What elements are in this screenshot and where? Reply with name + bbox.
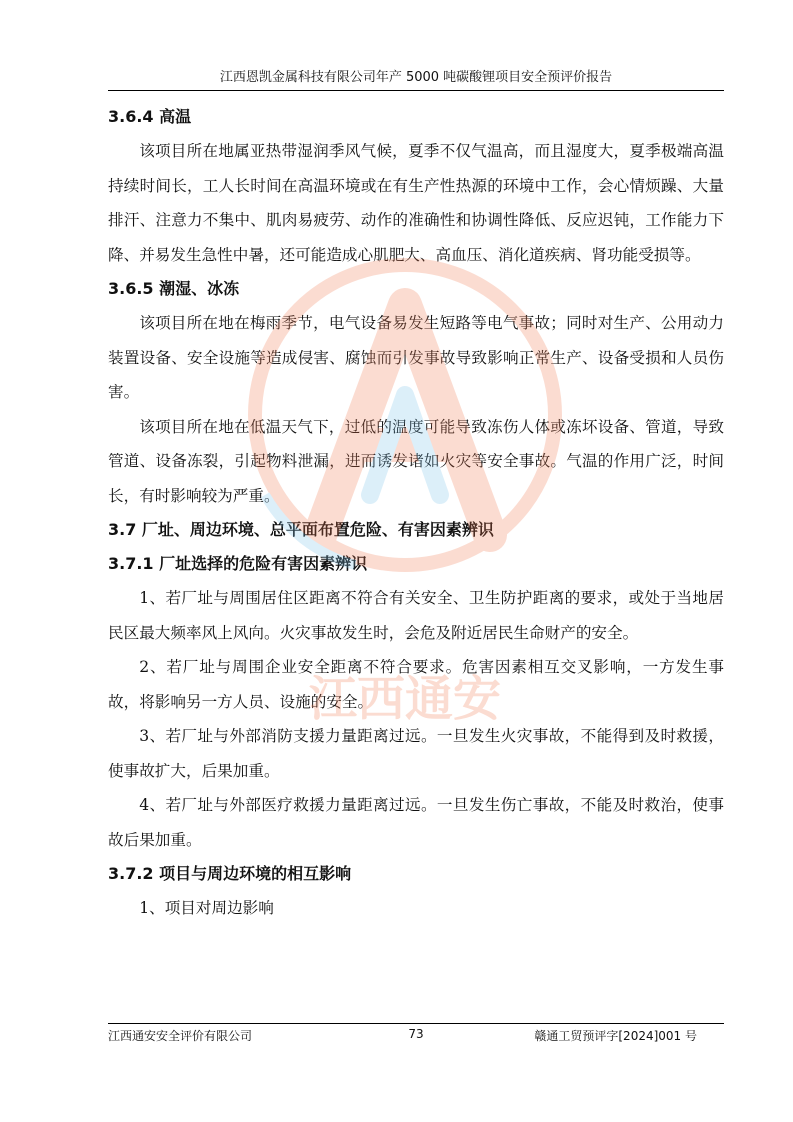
paragraph: 3、若厂址与外部消防支援力量距离过远。一旦发生火灾事故，不能得到及时救援，使事故扩大，后果加重。 <box>108 727 724 780</box>
document-body <box>108 100 724 926</box>
page-header: 江西恩凯金属科技有限公司年产 5000 吨碳酸锂项目安全预评价报告 <box>219 70 613 85</box>
page-number: 73 <box>408 1027 424 1041</box>
paragraph: 1、项目对周边影响 <box>139 899 274 917</box>
section-heading-3-7: 3.7 厂址、周边环境、总平面布置危险、有害因素辨识 <box>108 520 494 539</box>
section-heading-3-6-4: 3.6.4 高温 <box>108 107 192 126</box>
section-heading-3-7-2: 3.7.2 项目与周边环境的相互影响 <box>108 864 352 883</box>
seal-center-text: 江西通安 <box>308 671 502 727</box>
paragraph: 1、若厂址与周围居住区距离不符合有关安全、卫生防护距离的要求，或处于当地居民区最大频率风上风向。火灾事故发生时，会危及附近居民生命财产的安全。 <box>108 589 724 642</box>
section-heading-3-6-5: 3.6.5 潮湿、冰冻 <box>108 279 240 298</box>
section-heading-3-7-1: 3.7.1 厂址选择的危险有害因素辨识 <box>108 554 368 573</box>
paragraph: 该项目所在地属亚热带湿润季风气候，夏季不仅气温高，而且湿度大，夏季极端高温持续时间长，工人长时间在高温环境或在有生产性热源的环境中工作，会心情烦躁、大量排汗、注意力不集中、肌肉易疲劳、动作的准确性和协调性降低、反应迟钝，工作能力下降、并易发生急性中暑，还可能造成心肌肥大、高血压、消化道疾病、肾功能受损等。 <box>108 142 724 264</box>
header-rule <box>108 90 724 91</box>
paragraph: 2、若厂址与周围企业安全距离不符合要求。危害因素相互交叉影响，一方发生事故，将影响另一方人员、设施的安全。 <box>108 658 724 711</box>
document-number: 赣通工贸预评字[2024]001 号 <box>534 1029 697 1043</box>
footer-company: 江西通安安全评价有限公司 <box>108 1029 253 1043</box>
paragraph: 该项目所在地在梅雨季节，电气设备易发生短路等电气事故；同时对生产、公用动力装置设备、安全设施等造成侵害、腐蚀而引发事故导致影响正常生产、设备受损和人员伤害。 <box>108 314 724 401</box>
paragraph: 4、若厂址与外部医疗救援力量距离过远。一旦发生伤亡事故，不能及时救治，使事故后果加重。 <box>108 796 724 849</box>
footer-rule <box>108 1023 724 1024</box>
paragraph: 该项目所在地在低温天气下，过低的温度可能导致冻伤人体或冻坏设备、管道，导致管道、设备冻裂，引起物料泄漏，进而诱发诸如火灾等安全事故。气温的作用广泛，时间长，有时影响较为严重。 <box>108 417 724 505</box>
